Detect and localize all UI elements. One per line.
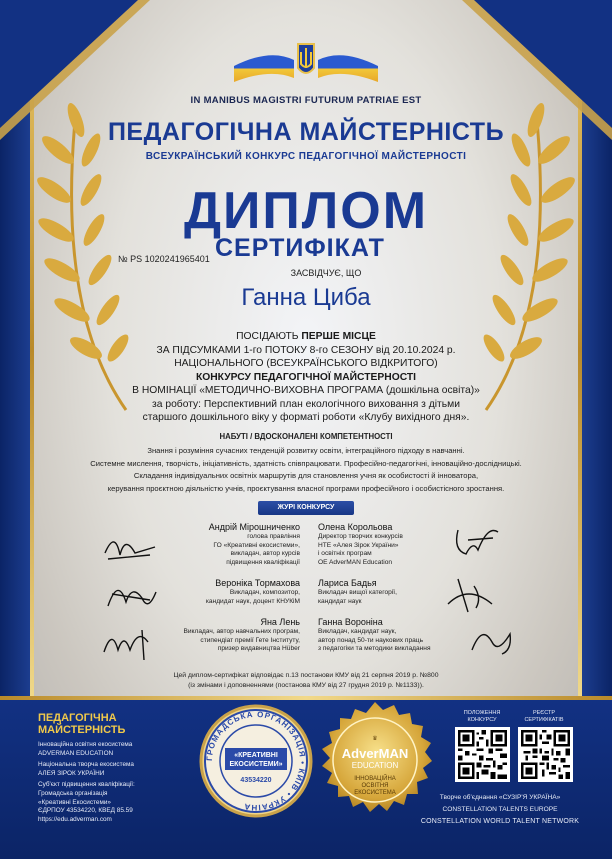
serial-number: № PS 1020241965401: [118, 254, 210, 264]
legal-line: (із змінами і доповненнями (постанова КМУ від 27 грудня 2019 р. №1133)).: [188, 681, 424, 689]
juror-5: [140, 617, 300, 654]
footer-brand: [38, 712, 125, 736]
signature-icon: [448, 520, 508, 565]
juror-name: Олена Корольова: [318, 522, 393, 532]
motto: IN MANIBUS MAGISTRI FUTURUM PATRIAE EST: [190, 95, 422, 106]
juror-role: кандидат наук: [318, 597, 362, 605]
competencies-title: НАБУТІ / ВДОСКОНАЛЕНІ КОМПЕТЕНТНОСТІ: [219, 432, 393, 441]
footer-info-line: ADVERMAN EDUCATION: [38, 749, 114, 757]
juror-role: викладач, автор курсів: [230, 550, 300, 557]
constellation-line: CONSTELLATION TALENTS EUROPE: [442, 806, 558, 813]
juror-6: [318, 617, 478, 654]
juror-1: [150, 522, 300, 567]
juror-role: автор понад 50-ти наукових праць: [318, 636, 424, 644]
juror-name: Вероніка Тормахова: [215, 578, 300, 588]
competency-line: Системне мислення, творчість, ініціативність, здатність співпрацювати. Професійно-педагогічні, інноваційно-дослідницькі.: [90, 458, 522, 468]
brand-subtitle: ВСЕУКРАЇНСЬКИЙ КОНКУРС ПЕДАГОГІЧНОЇ МАЙСТЕРНОСТІ: [145, 151, 467, 162]
diploma-title: ДИПЛОМ: [183, 182, 429, 240]
footer-info-line: Громадська організація: [38, 789, 108, 797]
svg-text:♛: ♛: [372, 736, 378, 742]
seal-brand-sub: EDUCATION: [351, 761, 399, 770]
jury-label: ЖУРІ КОНКУРСУ: [258, 501, 354, 515]
competency-line: керування проєктною діяльністю учнів, проєктування власної програми професійного і особистісного зростання.: [107, 483, 505, 493]
footer-info-line: «Креативні Екосистеми»: [38, 798, 111, 806]
footer-info-line: Інноваційна освітня екосистема: [38, 741, 133, 748]
award-line: КОНКУРСУ ПЕДАГОГІЧНОЇ МАЙСТЕРНОСТІ: [195, 371, 417, 383]
juror-role: підвищення кваліфікації: [226, 558, 300, 566]
seal-text: ІННОВАЦІЙНА: [354, 776, 396, 782]
legal-note: [0, 671, 612, 690]
qr-label: [452, 710, 512, 724]
signature-icon: [100, 525, 160, 565]
footer-brand-line: МАЙСТЕРНІСТЬ: [38, 724, 126, 736]
seal-brand: AdverMAN: [341, 746, 409, 761]
recipient-name: Ганна Циба: [241, 284, 371, 311]
seal-text: ОСВІТНЯ: [361, 783, 389, 789]
juror-role: стипендіат премії Гете Інституту,: [200, 636, 300, 644]
certificate-title: СЕРТИФІКАТ: [215, 234, 385, 262]
juror-role: НТЕ «Алея Зірок України»: [318, 541, 399, 549]
qr-label: [514, 710, 574, 724]
juror-role: Викладач, кандидат наук,: [318, 628, 397, 635]
qr-label-line: ПОЛОЖЕННЯ: [463, 710, 501, 716]
competency-line: Знання і розуміння сучасних тенденцій розвитку освіти, інтеграційного підходу в навчанні.: [147, 446, 465, 455]
footer-info-line: ЄДРПОУ 43534220, КВЕД 85.59: [38, 807, 133, 815]
award-place: ПЕРШЕ МІСЦЕ: [301, 331, 376, 342]
footer-info-line: Національна творча екосистема: [38, 761, 134, 769]
qr-label-line: СЕРТИФІКАТІВ: [524, 717, 564, 723]
juror-3: [150, 578, 300, 606]
qr-label-line: РЕЄСТР: [532, 710, 556, 716]
competencies-list: [70, 445, 542, 495]
seal-code: 43534220: [240, 777, 272, 784]
footer-info-line: АЛЕЯ ЗІРОК УКРАЇНИ: [38, 769, 105, 777]
signature-icon: [98, 620, 158, 664]
juror-role: з педагогіки та методики викладання: [318, 645, 431, 652]
seal-center-text: «КРЕАТИВНІ: [234, 752, 278, 759]
award-line: за роботу: Перспективний план екологічного виховання з дітьми: [152, 398, 460, 410]
juror-role: ГО «Креативні екосистеми»,: [213, 541, 300, 549]
legal-line: Цей диплом-сертифікат відповідає п.13 постанови КМУ від 21 серпня 2019 р. №800: [173, 672, 439, 679]
signature-icon: [98, 572, 162, 616]
qr-code-registry-icon[interactable]: [518, 727, 573, 782]
qr-label-line: КОНКУРСУ: [467, 717, 497, 723]
juror-role: Директор творчих конкурсів: [318, 533, 403, 540]
juror-role: кандидат наук, доцент КНУКіМ: [205, 597, 300, 605]
juror-role: голова правління: [247, 533, 300, 540]
footer-info: [38, 741, 135, 824]
award-text: [100, 330, 512, 425]
confirms-label: ЗАСВІДЧУЄ, ЩО: [290, 268, 362, 278]
juror-name: Лариса Бадья: [318, 578, 377, 588]
organization-seal-icon: [199, 704, 313, 818]
qr-code-regulations-icon[interactable]: [455, 727, 510, 782]
award-line: ЗА ПІДСУМКАМИ 1-го ПОТОКУ 8-го СЕЗОНУ від 20.10.2024 р.: [156, 344, 456, 356]
juror-role: Викладач, автор навчальних програм,: [183, 628, 300, 635]
award-line: старшого дошкільного віку у форматі роботи «Клубу вихідного дня».: [142, 412, 470, 423]
constellation-line: Творче об'єднання «СУЗІР'Я УКРАЇНА»: [439, 794, 561, 801]
award-prefix: ПОСІДАЮТЬ: [236, 331, 302, 342]
award-line: НАЦІОНАЛЬНОГО (ВСЕУКРАЇНСЬКОГО ВІДКРИТОГО): [174, 358, 438, 369]
juror-name: Андрій Мірошниченко: [208, 522, 300, 532]
brand-title: ПЕДАГОГІЧНА МАЙСТЕРНІСТЬ: [107, 118, 505, 146]
seal-center-text: ЕКОСИСТЕМИ»: [229, 761, 283, 768]
juror-name: Яна Лень: [260, 617, 300, 627]
juror-2: [318, 522, 468, 567]
signature-icon: [438, 574, 502, 618]
juror-role: призер видавництва Hüber: [217, 645, 300, 652]
juror-role: Викладач вищої категорії,: [318, 589, 397, 596]
signature-icon: [466, 620, 520, 660]
footer-url[interactable]: https://edu.adverman.com: [38, 815, 112, 823]
seal-text: ЕКОСИСТЕМА: [354, 790, 396, 796]
footer-info-line: Суб'єкт підвищення кваліфікації:: [38, 781, 135, 789]
trident-emblem-icon: [234, 38, 378, 90]
competency-line: Складання індивідуальних освітніх маршрутів для становлення учня як особистості й інноватора,: [133, 471, 479, 480]
constellation-line: CONSTELLATION WORLD TALENT NETWORK: [420, 818, 580, 825]
award-line: В НОМІНАЦІЇ «МЕТОДИЧНО-ВИХОВНА ПРОГРАМА (дошкільна освіта)»: [132, 385, 480, 396]
juror-role: Викладач, композитор,: [229, 589, 300, 596]
juror-role: OE AdverMAN Education: [318, 558, 393, 566]
seal-ring-text: ГРОМАДСЬКА ОРГАНІЗАЦІЯ • КИЇВ • УКРАЇНА: [204, 709, 308, 813]
juror-name: Ганна Вороніна: [318, 617, 383, 627]
footer-brand-line: ПЕДАГОГІЧНА: [38, 712, 117, 724]
juror-role: і освітніх програм: [318, 550, 372, 557]
